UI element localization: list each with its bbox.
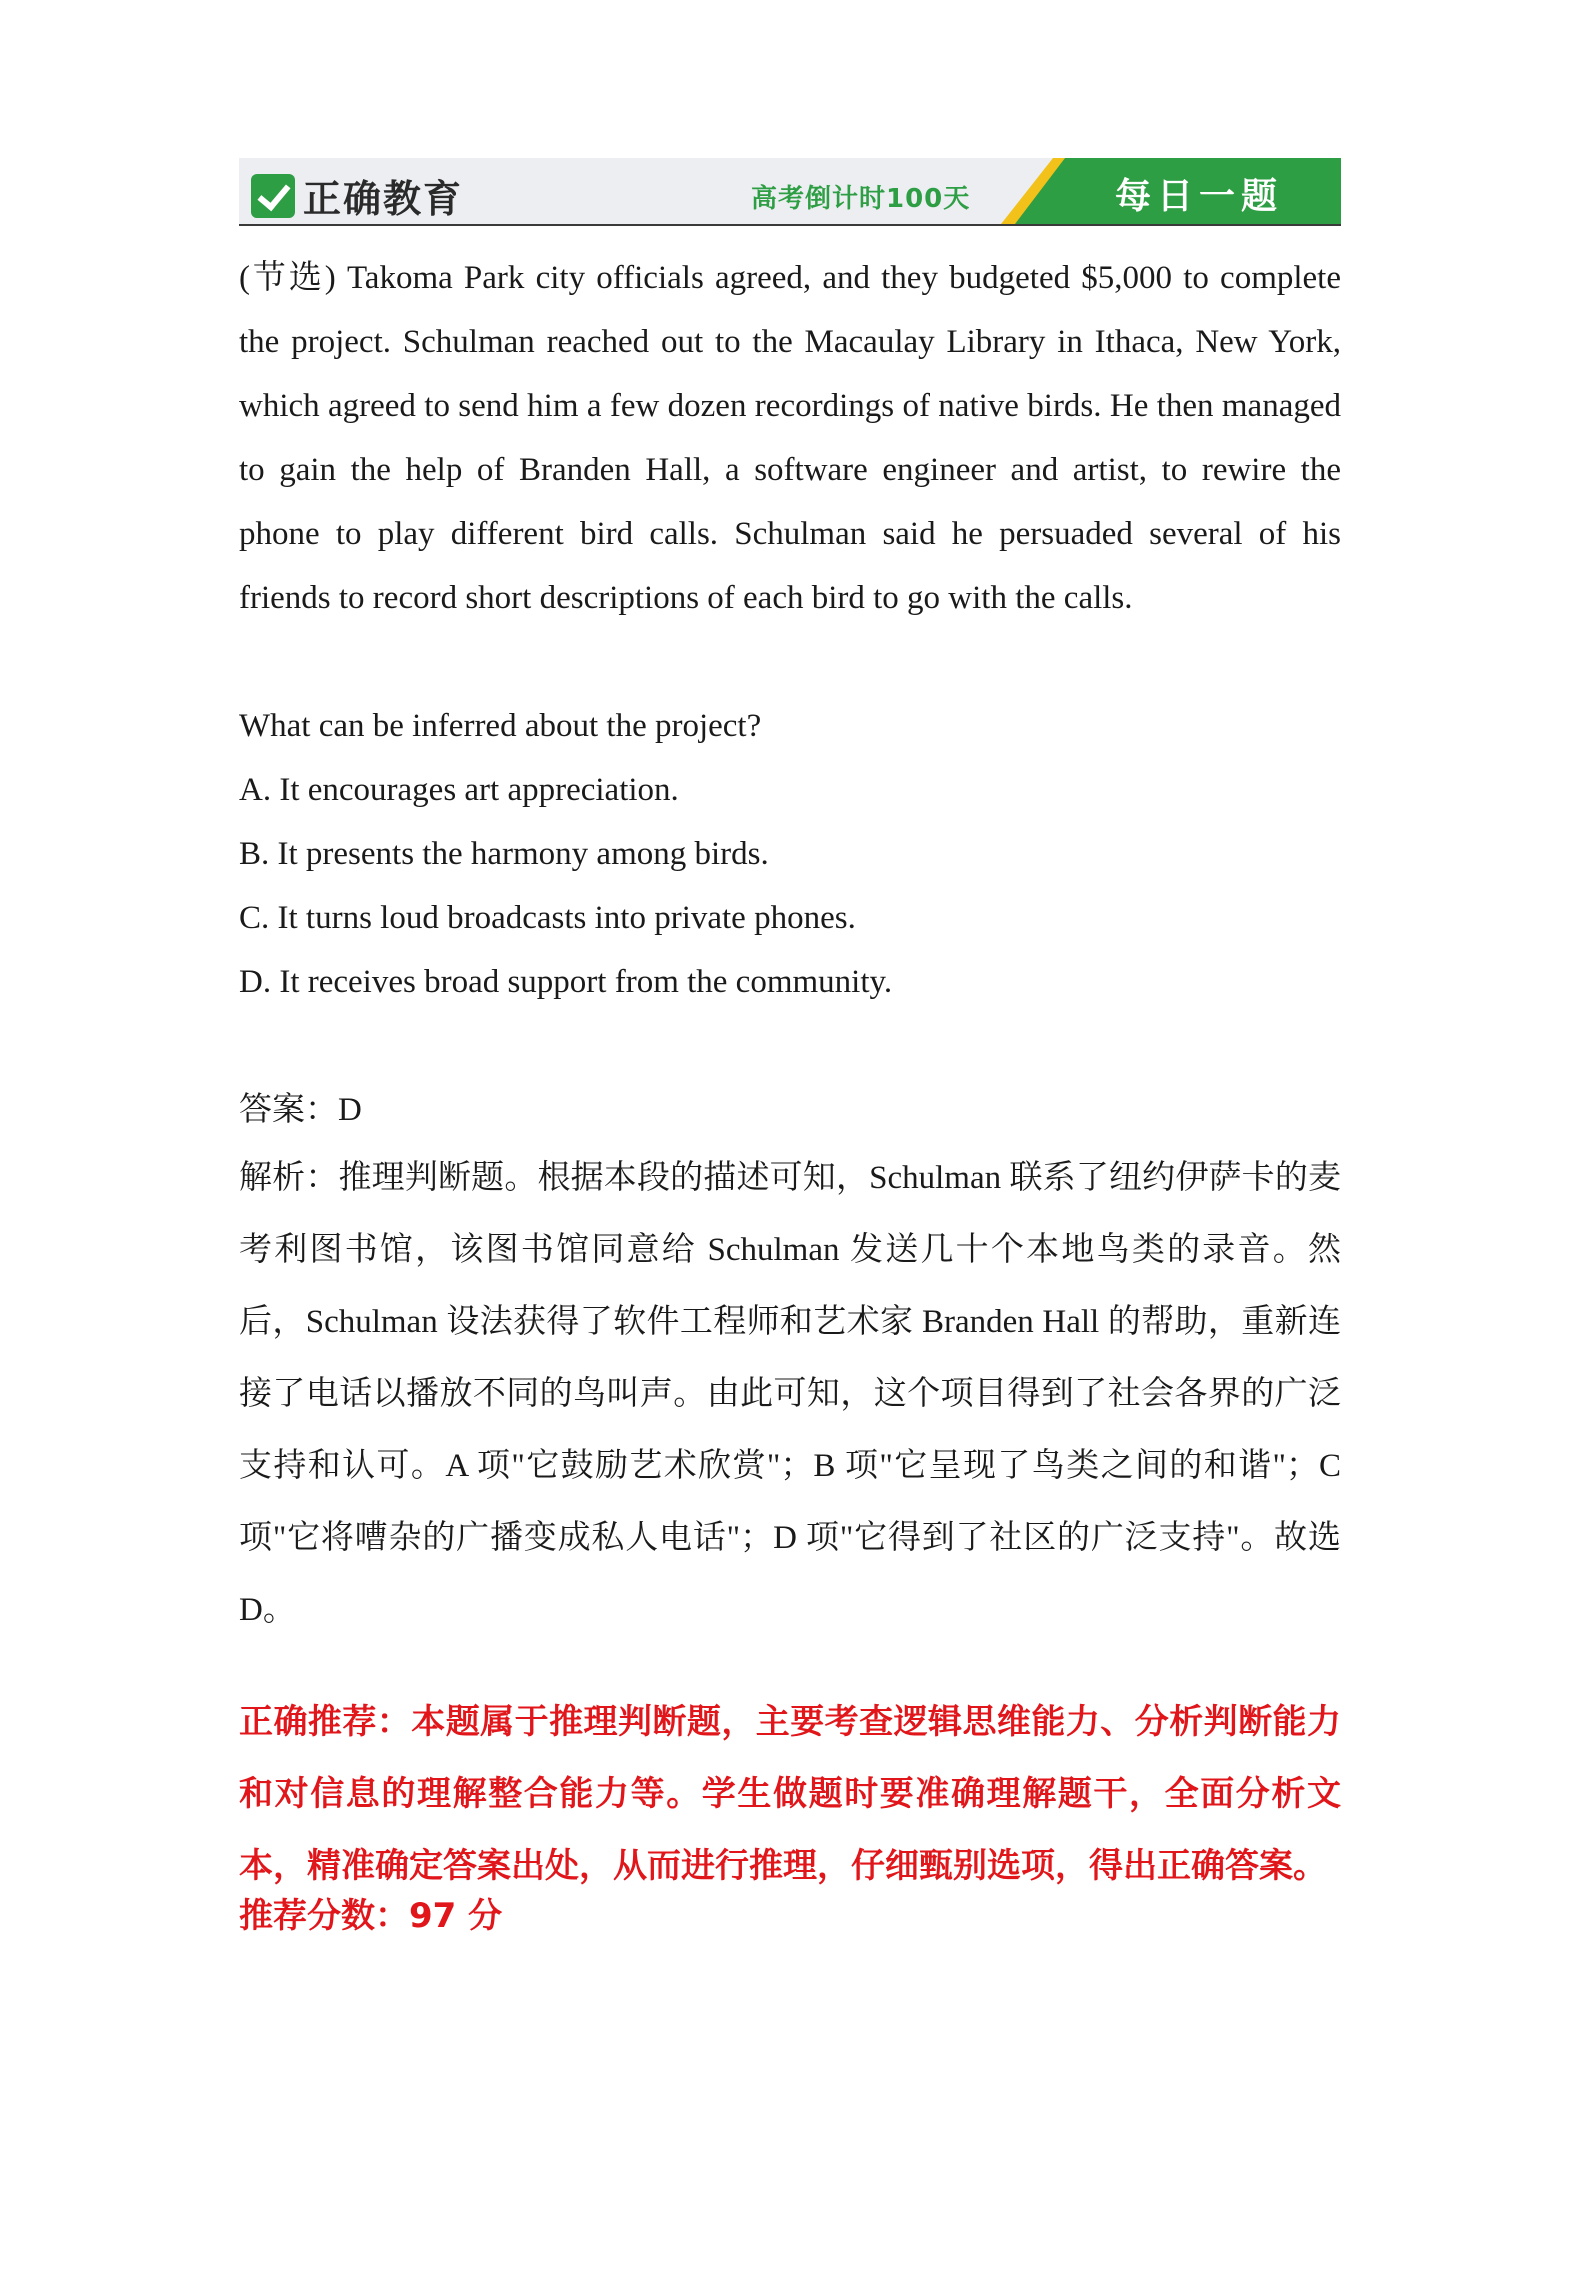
brand-name: 正确教育	[303, 177, 464, 221]
check-icon	[251, 174, 295, 218]
document-page	[239, 158, 1341, 1938]
recommendation-text: 正确推荐：本题属于推理判断题，主要考查逻辑思维能力、分析判断能力和对信息的理解整合能力等。学生做题时要准确理解题干，全面分析文本，精准确定答案出处，从而进行推理，仔细甄别选项，得出正确答案。	[239, 1702, 1341, 1886]
option-a: A. It encourages art appreciation.	[239, 772, 679, 808]
answer-line: 答案：D	[239, 1092, 362, 1128]
question-stem: What can be inferred about the project?	[239, 708, 762, 744]
brand-logo	[251, 168, 463, 223]
option-d: D. It receives broad support from the community.	[239, 964, 893, 1000]
option-c: C. It turns loud broadcasts into private phones.	[239, 900, 856, 936]
countdown-label: 高考倒计时100天	[751, 184, 971, 214]
recommended-score: 推荐分数：97 分	[239, 1896, 503, 1936]
option-list	[239, 758, 1341, 1014]
option-b: B. It presents the harmony among birds.	[239, 836, 769, 872]
passage-text: (节选) Takoma Park city officials agreed, and they budgeted $5,000 to complete the project. Schulman reached out to the Macaulay Library in Ithaca, New York, which agreed to send him a few dozen recordings of native birds. He then managed to gain the help of Branden Hall, a software engineer and artist, to rewire the phone to play different bird calls. Schulman said he persuaded several of his friends to record short descriptions of each bird to go with the calls.	[239, 260, 1341, 616]
header-banner	[239, 158, 1341, 226]
daily-question-label: 每日一题	[1114, 176, 1283, 217]
analysis-text: 解析：推理判断题。根据本段的描述可知，Schulman 联系了纽约伊萨卡的麦考利图书馆，该图书馆同意给 Schulman 发送几十个本地鸟类的录音。然后，Schulman 设法获得了软件工程师和艺术家 Branden Hall 的帮助，重新连接了电话以播放不同的鸟叫声。由此可知，这个项目得到了社会各界的广泛支持和认可。A 项"它鼓励艺术欣赏"；B 项"它呈现了鸟类之间的和谐"；C 项"它将嘈杂的广播变成私人电话"；D 项"它得到了社区的广泛支持"。故选 D。	[239, 1160, 1341, 1628]
